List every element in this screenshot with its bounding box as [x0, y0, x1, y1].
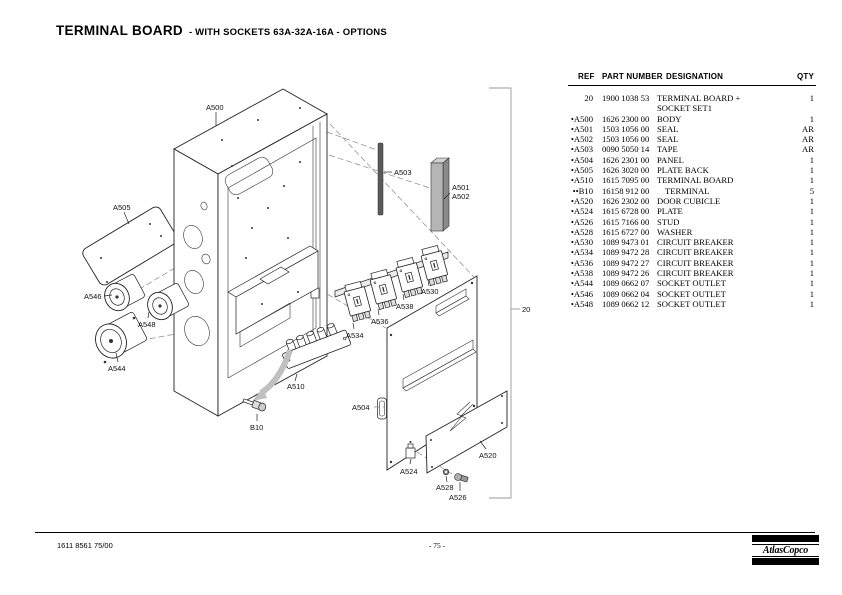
cell-part-number: 16158 912 00 [602, 185, 650, 196]
cell-part-number: 1089 9472 27 [602, 257, 650, 268]
table-row [568, 144, 816, 154]
cell-part-number: 1089 0662 07 [602, 278, 650, 289]
footer-rule [35, 532, 815, 533]
cell-designation: TAPE [657, 144, 678, 155]
label-a534: A534 [346, 331, 364, 340]
cell-qty: 1 [809, 216, 814, 227]
label-a501: A501 [452, 183, 470, 192]
cell-ref: •A546 [570, 288, 593, 299]
circuit-breaker-a534 [342, 281, 372, 322]
tape-a503 [378, 143, 383, 215]
cell-part-number: 1615 6727 00 [602, 226, 650, 237]
header-part-number: PART NUMBER [602, 72, 663, 81]
cell-ref: •A510 [570, 175, 593, 186]
cell-designation: SEAL [657, 134, 679, 145]
cell-designation: CIRCUIT BREAKER [657, 268, 734, 279]
cell-part-number: 1626 3020 00 [602, 165, 650, 176]
cell-ref: •A544 [570, 278, 593, 289]
page-title-sub: - WITH SOCKETS 63A-32A-16A - OPTIONS [188, 27, 387, 38]
cell-part-number: 1626 2301 00 [602, 154, 650, 165]
cell-qty: 1 [809, 298, 814, 309]
cell-qty: AR [802, 144, 814, 155]
table-row [568, 165, 816, 175]
cell-qty: 1 [809, 247, 814, 258]
cell-ref: ••B10 [572, 185, 593, 196]
cell-ref: •A528 [570, 226, 593, 237]
cell-qty: 1 [809, 268, 814, 279]
table-row [568, 206, 816, 216]
table-row [568, 289, 816, 299]
table-row [568, 278, 816, 288]
cell-designation: CIRCUIT BREAKER [657, 257, 734, 268]
cell-qty: 1 [809, 288, 814, 299]
table-row [568, 93, 816, 114]
cell-part-number: 1503 1056 00 [602, 134, 650, 145]
cell-designation: PLATE BACK [657, 165, 709, 176]
cell-designation: TERMINAL BOARD [657, 175, 734, 186]
cell-designation: DOOR CUBICLE [657, 195, 721, 206]
parts-table [568, 72, 816, 309]
cell-designation: SOCKET OUTLET [657, 298, 726, 309]
group-bracket [489, 88, 530, 498]
doc-number: 1611 8561 75/00 [57, 541, 113, 550]
cell-part-number: 1089 0662 12 [602, 298, 650, 309]
cell-qty: 1 [809, 175, 814, 186]
table-row [568, 175, 816, 185]
table-row [568, 299, 816, 309]
cell-part-number: 1615 6728 00 [602, 206, 650, 217]
cell-part-number: 1615 7166 00 [602, 216, 650, 227]
cell-designation: PANEL [657, 154, 684, 165]
cell-part-number: 1626 2302 00 [602, 195, 650, 206]
cell-part-number: 1503 1056 00 [602, 123, 650, 134]
cell-ref: •A530 [570, 237, 593, 248]
label-a524: A524 [400, 467, 418, 476]
cell-ref: •A500 [570, 113, 593, 124]
cell-ref: •A501 [570, 123, 593, 134]
cell-ref: •A505 [570, 165, 593, 176]
table-row [568, 237, 816, 247]
header-qty: QTY [796, 72, 814, 81]
label-a538: A538 [396, 302, 414, 311]
cell-qty: 1 [809, 226, 814, 237]
cell-qty: 1 [809, 154, 814, 165]
cell-qty: 1 [809, 165, 814, 176]
label-a530: A530 [421, 287, 439, 296]
cell-qty: 1 [809, 237, 814, 248]
cell-designation: WASHER [657, 226, 693, 237]
cell-ref: •A548 [570, 298, 593, 309]
atlas-copco-logo [752, 535, 819, 565]
cell-part-number: 1615 7095 00 [602, 175, 650, 186]
label-b10: B10 [250, 423, 264, 432]
logo-text: AtlasCopco [752, 544, 819, 557]
cell-qty: 1 [809, 206, 814, 217]
seal-a501-a502 [431, 158, 449, 231]
cell-ref: •A504 [570, 154, 593, 165]
cell-ref: 20 [584, 93, 593, 103]
logo-bar-bottom [752, 558, 819, 565]
cell-designation: SOCKET OUTLET [657, 278, 726, 289]
parts-table-rows [568, 93, 816, 309]
logo-bar-top [752, 535, 819, 542]
cell-designation: STUD [657, 216, 680, 227]
cell-qty: AR [802, 134, 814, 145]
cell-ref: •A526 [570, 216, 593, 227]
cell-designation: TERMINAL BOARD + SOCKET SET1 [657, 93, 741, 114]
label-a500: A500 [206, 103, 224, 112]
label-a504: A504 [352, 403, 370, 412]
label-a544: A544 [108, 364, 126, 373]
page-number: - 75 - [428, 541, 446, 550]
table-row [568, 268, 816, 278]
cell-part-number: 1089 9472 28 [602, 247, 650, 258]
cell-ref: •A538 [570, 268, 593, 279]
cell-qty: AR [802, 123, 814, 134]
table-row [568, 258, 816, 268]
table-row [568, 186, 816, 196]
cell-qty: 1 [809, 195, 814, 206]
label-a548: A548 [138, 320, 156, 329]
cell-qty: 1 [809, 93, 814, 103]
cell-qty: 1 [809, 278, 814, 289]
table-row [568, 247, 816, 257]
cell-part-number: 1089 9472 26 [602, 268, 650, 279]
label-a503: A503 [394, 168, 412, 177]
page-title-main: TERMINAL BOARD [56, 23, 183, 38]
cabinet-body-a500 [174, 89, 327, 416]
cell-part-number: 1626 2300 00 [602, 113, 650, 124]
cell-designation: PLATE [657, 206, 683, 217]
parts-table-header [568, 72, 816, 86]
label-a536: A536 [371, 317, 389, 326]
label-a528: A528 [436, 483, 454, 492]
cell-qty: 5 [809, 185, 814, 196]
label-a510: A510 [287, 382, 305, 391]
table-row [568, 134, 816, 144]
cell-designation: CIRCUIT BREAKER [657, 237, 734, 248]
label-a526: A526 [449, 493, 467, 502]
cell-designation: TERMINAL [665, 185, 710, 196]
cell-qty: 1 [809, 113, 814, 124]
group-ref-label: 20 [522, 305, 531, 314]
washer-a528 [443, 469, 449, 475]
cell-part-number: 0090 5050 14 [602, 144, 650, 155]
circuit-breaker-a530 [419, 245, 449, 286]
cell-designation: SOCKET OUTLET [657, 288, 726, 299]
table-row [568, 217, 816, 227]
cell-qty: 1 [809, 257, 814, 268]
cell-part-number: 1900 1038 53 [602, 93, 650, 103]
cell-ref: •A502 [570, 134, 593, 145]
table-row [568, 196, 816, 206]
table-row [568, 114, 816, 124]
label-a505: A505 [113, 203, 131, 212]
cell-ref: •A503 [570, 144, 593, 155]
table-row [568, 124, 816, 134]
stud-a526 [455, 474, 469, 483]
header-designation: DESIGNATION [666, 72, 724, 81]
label-a520: A520 [479, 451, 497, 460]
cell-part-number: 1089 9473 01 [602, 237, 650, 248]
cell-part-number: 1089 0662 04 [602, 288, 650, 299]
table-row [568, 155, 816, 165]
cell-ref: •A524 [570, 206, 593, 217]
table-row [568, 227, 816, 237]
cell-designation: CIRCUIT BREAKER [657, 247, 734, 258]
label-a502: A502 [452, 192, 470, 201]
cell-ref: •A536 [570, 257, 593, 268]
cell-designation: SEAL [657, 123, 679, 134]
cell-ref: •A534 [570, 247, 593, 258]
label-a546: A546 [84, 292, 102, 301]
header-ref: REF [578, 72, 595, 81]
cell-ref: •A520 [570, 195, 593, 206]
cell-designation: BODY [657, 113, 682, 124]
